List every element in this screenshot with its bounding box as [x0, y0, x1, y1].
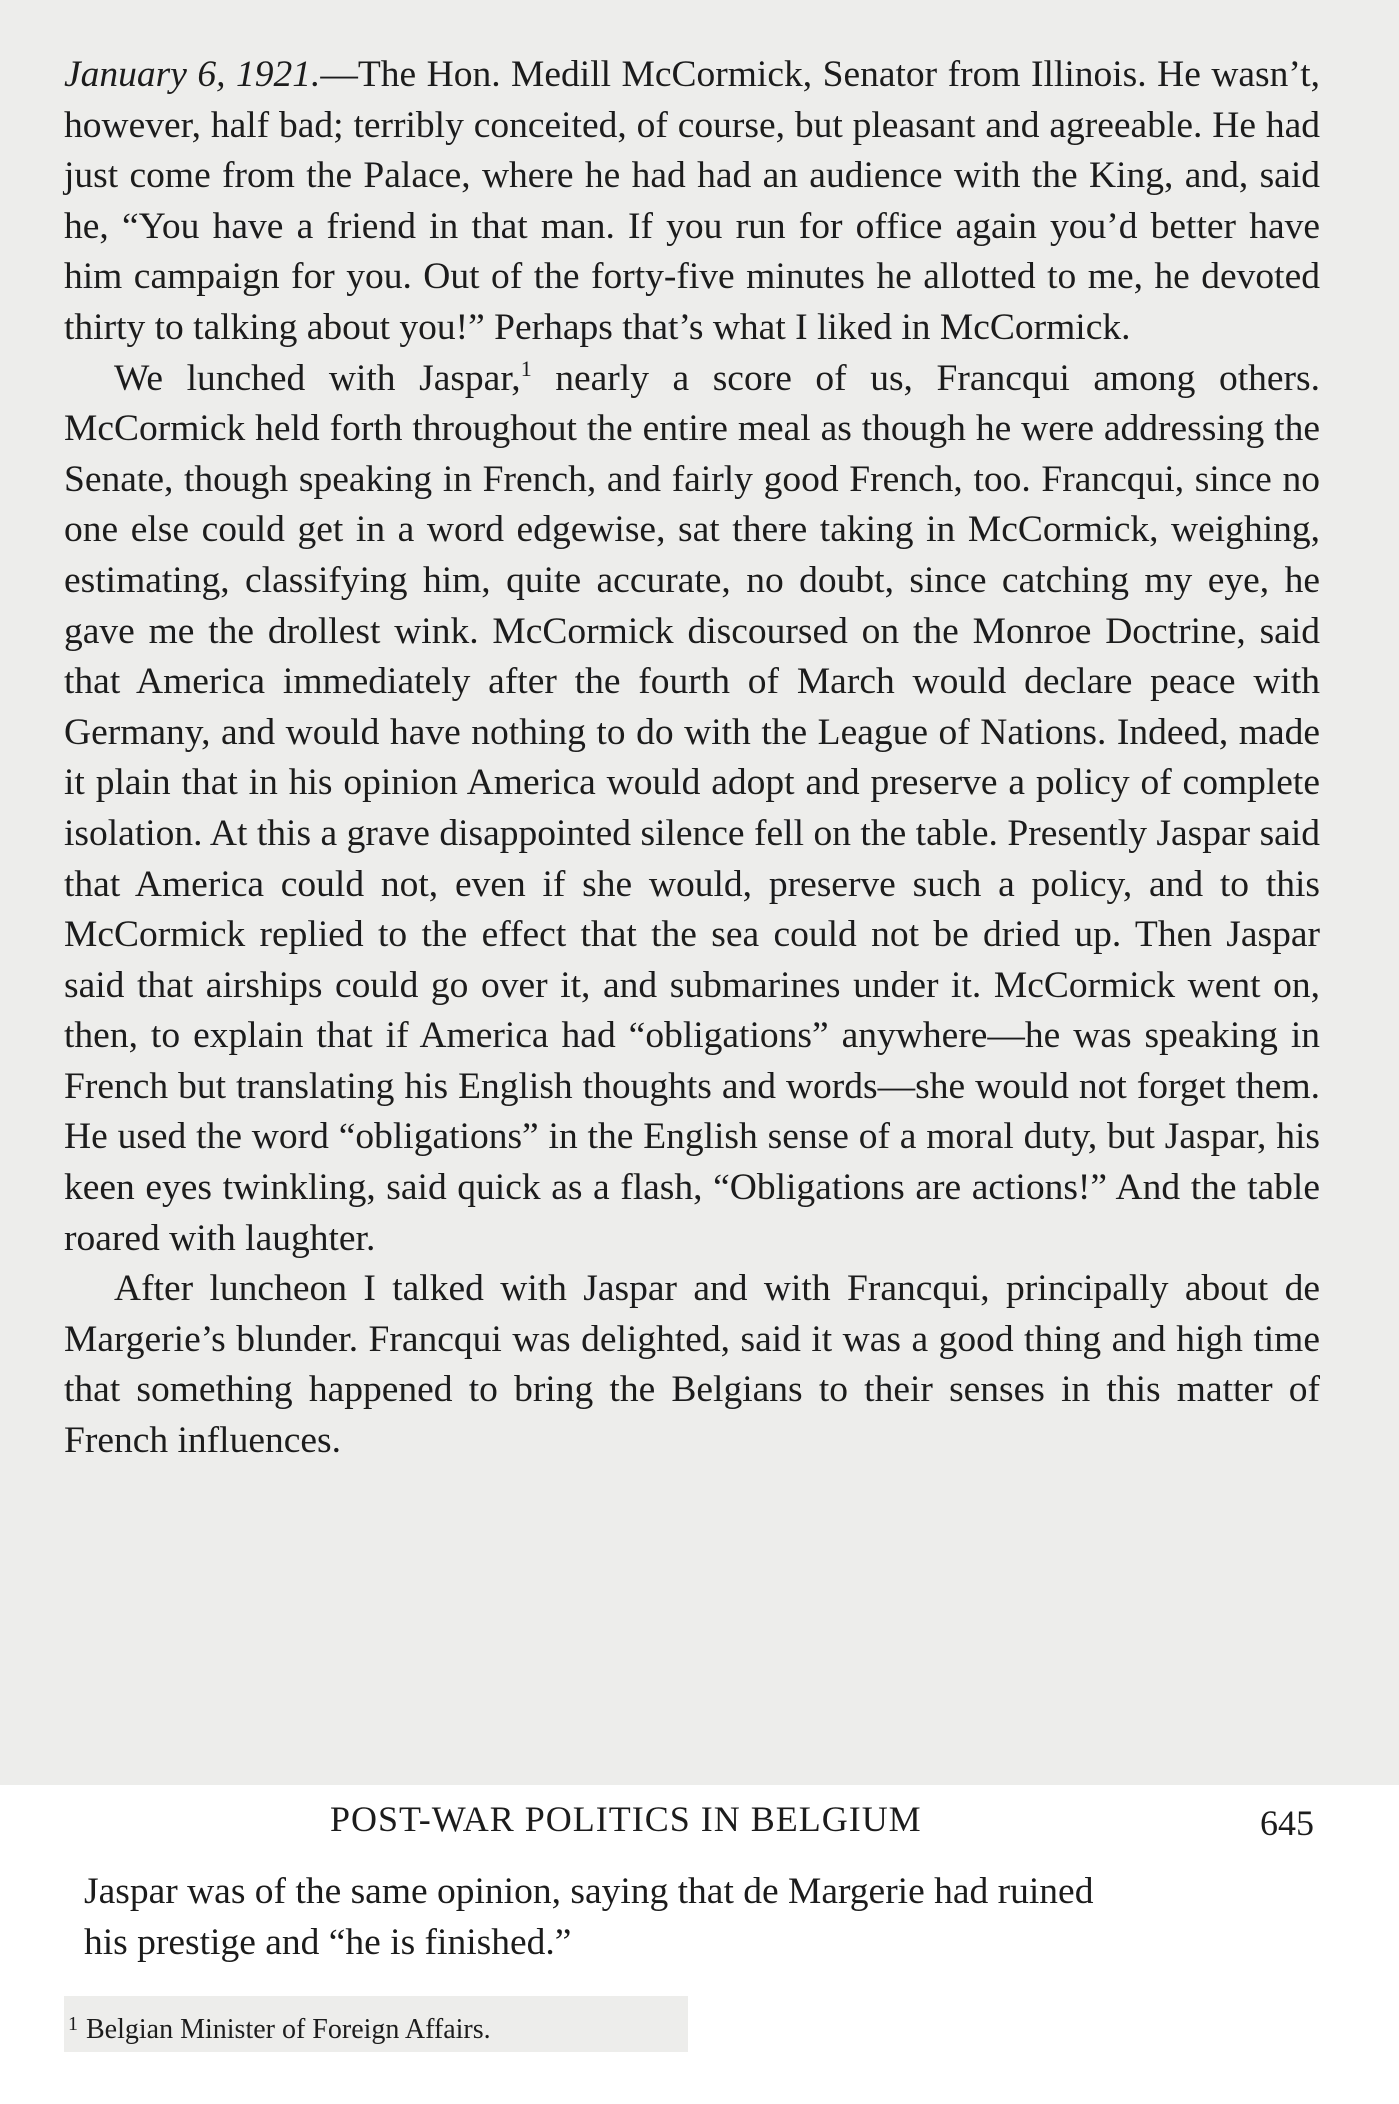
- continued-paragraph: [84, 1866, 1324, 1968]
- paragraph-1: [64, 50, 1320, 354]
- running-head: POST-WAR POLITICS IN BELGIUM: [330, 1799, 922, 1839]
- paragraph-2: [64, 354, 1320, 1265]
- continued-line-1: Jaspar was of the same opinion, saying that de Margerie had ruined: [84, 1871, 1094, 1912]
- footnote-number: 1: [68, 2013, 78, 2035]
- paragraph-2-text-b: nearly a score of us, Francqui among others. McCormick held forth throughout the entire meal as though he were addressing the Senate, though speaking in French, and fairly good French, too. Francqui, since no one else could get in a word edgewise, sat there taking in McCormick, weighing, estimating, classifying him, quite accurate, no doubt, since catching my eye, he gave me the drollest wink. McCormick discoursed on the Monroe Doctrine, said that America immediately after the fourth of March would declare peace with Germany, and would have nothing to do with the League of Nations. Indeed, made it plain that in his opinion America would adopt and preserve a policy of complete isolation. At this a grave disappointed silence fell on the table. Presently Jaspar said that America could not, even if she would, preserve such a policy, and to this McCormick replied to the effect that the sea could not be dried up. Then Jaspar said that airships could go over it, and submarines under it. McCormick went on, then, to explain that if America had “obligations” anywhere—he was speaking in French but translating his English thoughts and words—she would not forget them. He used the word “obligations” in the English sense of a moral duty, but Jaspar, his keen eyes twinkling, said quick as a flash, “Obligations are actions!” And the table roared with laughter.: [64, 357, 1320, 1259]
- footnote-text: Belgian Minister of Foreign Affairs.: [86, 2014, 491, 2045]
- paragraph-1-text: —The Hon. Medill McCormick, Senator from Illinois. He wasn’t, however, half bad; terribly conceited, of course, but pleasant and agreeable. He had just come from the Palace, where he had had an audience with the King, and, said he, “You have a friend in that man. If you run for office again you’d better have him campaign for you. Out of the forty-five minutes he allotted to me, he devoted thirty to talking about you!” Perhaps that’s what I liked in McCormick.: [64, 54, 1320, 348]
- paragraph-3: After luncheon I talked with Jaspar and with Francqui, principally about de Margerie’s blunder. Francqui was delighted, said it was a good thing and high time that something happened to bring the Belgians to their senses in this matter of French influences.: [64, 1268, 1320, 1462]
- dateline: January 6, 1921.: [64, 54, 321, 95]
- continued-line-2: his prestige and “he is finished.”: [84, 1922, 572, 1963]
- footnote: [64, 1996, 688, 2052]
- footnote-reference[interactable]: 1: [520, 355, 532, 381]
- paragraph-2-text-a: We lunched with Jaspar,: [114, 357, 521, 399]
- page-number: 645: [1260, 1803, 1314, 1843]
- body-text: [64, 50, 1320, 1467]
